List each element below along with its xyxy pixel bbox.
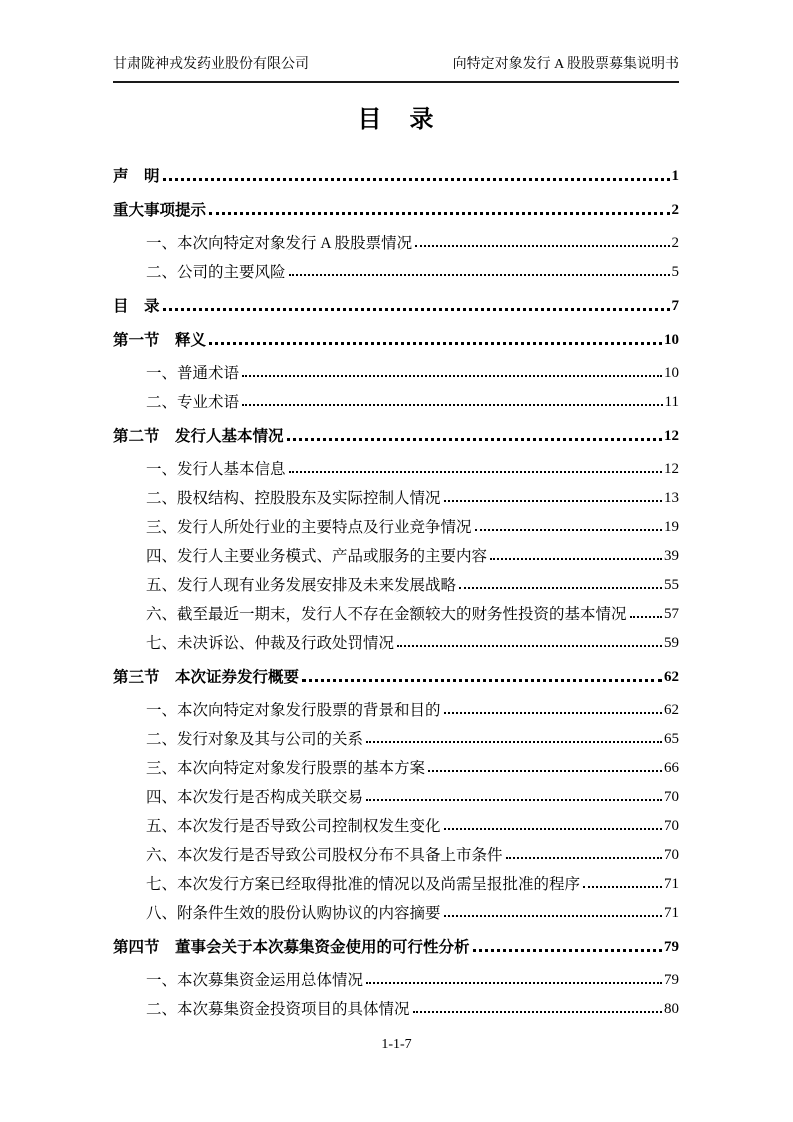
toc-entry-page: 2	[671, 202, 679, 218]
toc-entry-label: 一、本次募集资金运用总体情况	[146, 971, 364, 989]
header-company-name: 甘肃陇神戎发药业股份有限公司	[113, 57, 309, 72]
toc-entry-label: 一、发行人基本信息	[146, 460, 286, 478]
toc-entry-label: 七、本次发行方案已经取得批准的情况以及尚需呈报批准的程序	[146, 875, 581, 893]
dot-leader	[366, 799, 662, 801]
toc-entry	[113, 321, 679, 351]
dot-leader	[413, 1011, 662, 1013]
toc-entry-page: 10	[664, 332, 679, 348]
dot-leader	[289, 274, 670, 276]
toc-entry-page: 11	[664, 394, 679, 410]
toc-entry-page: 55	[664, 577, 679, 593]
toc-entry	[113, 254, 679, 283]
dot-leader	[490, 558, 662, 560]
toc-entry-label: 三、发行人所处行业的主要特点及行业竞争情况	[146, 518, 472, 536]
toc-entry	[113, 928, 679, 958]
toc-entry	[113, 625, 679, 654]
toc-entry-page: 59	[664, 635, 679, 651]
toc-entry-label: 一、本次向特定对象发行股票的背景和目的	[146, 701, 441, 719]
dot-leader	[242, 404, 663, 406]
dot-leader	[287, 438, 662, 441]
dot-leader	[209, 342, 662, 345]
toc-entry	[113, 991, 679, 1020]
toc-entry	[113, 808, 679, 837]
toc-entry-label: 一、本次向特定对象发行 A 股股票情况	[146, 234, 413, 252]
toc-entry-label: 二、专业术语	[146, 393, 240, 411]
toc-entry	[113, 721, 679, 750]
dot-leader	[366, 741, 662, 743]
toc-entry	[113, 658, 679, 688]
toc-entry-label: 二、本次募集资金投资项目的具体情况	[146, 1000, 410, 1018]
toc-entry	[113, 538, 679, 567]
toc-entry-label: 二、公司的主要风险	[146, 263, 286, 281]
header-document-title: 向特定对象发行 A 股股票募集说明书	[452, 57, 679, 72]
toc-entry	[113, 596, 679, 625]
toc-entry-page: 79	[664, 972, 679, 988]
toc-entry-page: 12	[664, 461, 679, 477]
toc-entry	[113, 157, 679, 187]
toc-entry-label: 三、本次向特定对象发行股票的基本方案	[146, 759, 426, 777]
toc-entry-page: 1	[671, 168, 679, 184]
toc-entry-page: 12	[664, 428, 679, 444]
toc-entry	[113, 417, 679, 447]
toc-entry-page: 7	[671, 298, 679, 314]
toc-entry-page: 70	[664, 847, 679, 863]
toc-entry-page: 57	[664, 606, 679, 622]
toc-entry-label: 二、股权结构、控股股东及实际控制人情况	[146, 489, 441, 507]
toc-entry-page: 39	[664, 548, 679, 564]
toc-entry	[113, 962, 679, 991]
dot-leader	[428, 770, 662, 772]
toc-entry-label: 六、本次发行是否导致公司股权分布不具备上市条件	[146, 846, 503, 864]
dot-leader	[242, 375, 662, 377]
toc-entry	[113, 837, 679, 866]
footer-page-number: 1-1-7	[381, 1037, 412, 1052]
toc-entry	[113, 191, 679, 221]
dot-leader	[459, 587, 662, 589]
toc-entry-label: 声 明	[113, 167, 160, 185]
toc-entry	[113, 355, 679, 384]
dot-leader	[475, 529, 662, 531]
toc-entry	[113, 509, 679, 538]
dot-leader	[397, 645, 662, 647]
toc-entry-page: 71	[664, 905, 679, 921]
toc-entry-page: 19	[664, 519, 679, 535]
toc-entry-page: 5	[671, 264, 679, 280]
toc-entry	[113, 692, 679, 721]
toc-entry-page: 79	[664, 939, 679, 955]
toc-list	[113, 153, 679, 1020]
dot-leader	[163, 178, 670, 181]
toc-entry	[113, 480, 679, 509]
dot-leader	[209, 212, 669, 215]
toc-entry-label: 一、普通术语	[146, 364, 240, 382]
toc-entry-page: 2	[671, 235, 679, 251]
dot-leader	[444, 712, 662, 714]
dot-leader	[289, 471, 662, 473]
toc-entry-page: 71	[664, 876, 679, 892]
toc-entry	[113, 287, 679, 317]
page-title: 目 录	[357, 105, 436, 133]
toc-entry-page: 70	[664, 789, 679, 805]
toc-entry-page: 10	[664, 365, 679, 381]
toc-entry-label: 第一节 释义	[113, 331, 207, 349]
toc-entry-page: 66	[664, 760, 679, 776]
toc-entry-page: 62	[664, 669, 679, 685]
toc-entry-label: 四、本次发行是否构成关联交易	[146, 788, 364, 806]
dot-leader	[506, 857, 662, 859]
toc-entry-page: 13	[664, 490, 679, 506]
toc-entry-label: 第四节 董事会关于本次募集资金使用的可行性分析	[113, 938, 470, 956]
dot-leader	[366, 982, 662, 984]
toc-entry-label: 目 录	[113, 297, 160, 315]
toc-entry-page: 80	[664, 1001, 679, 1017]
toc-entry-label: 五、本次发行是否导致公司控制权发生变化	[146, 817, 441, 835]
toc-entry-page: 70	[664, 818, 679, 834]
dot-leader	[415, 245, 669, 247]
toc-entry	[113, 779, 679, 808]
page-header	[113, 53, 679, 83]
toc-entry-label: 七、未决诉讼、仲裁及行政处罚情况	[146, 634, 395, 652]
page-footer	[0, 1037, 793, 1053]
toc-entry	[113, 451, 679, 480]
dot-leader	[302, 679, 662, 682]
toc-entry-label: 第三节 本次证券发行概要	[113, 668, 300, 686]
toc-entry	[113, 384, 679, 413]
toc-entry	[113, 225, 679, 254]
dot-leader	[163, 308, 670, 311]
toc-entry	[113, 567, 679, 596]
toc-entry-label: 第二节 发行人基本情况	[113, 427, 284, 445]
dot-leader	[444, 915, 662, 917]
dot-leader	[444, 828, 662, 830]
toc-entry	[113, 895, 679, 924]
dot-leader	[473, 949, 662, 952]
toc-entry-label: 五、发行人现有业务发展安排及未来发展战略	[146, 576, 457, 594]
toc-entry-label: 八、附条件生效的股份认购协议的内容摘要	[146, 904, 441, 922]
toc-entry-label: 二、发行对象及其与公司的关系	[146, 730, 364, 748]
toc-entry	[113, 750, 679, 779]
dot-leader	[583, 886, 662, 888]
toc-entry-label: 重大事项提示	[113, 201, 207, 219]
dot-leader	[630, 616, 662, 618]
toc-entry-page: 65	[664, 731, 679, 747]
toc-entry-label: 四、发行人主要业务模式、产品或服务的主要内容	[146, 547, 488, 565]
toc-entry	[113, 866, 679, 895]
toc-entry-page: 62	[664, 702, 679, 718]
dot-leader	[444, 500, 662, 502]
toc-entry-label: 六、截至最近一期末，发行人不存在金额较大的财务性投资的基本情况	[146, 605, 627, 623]
